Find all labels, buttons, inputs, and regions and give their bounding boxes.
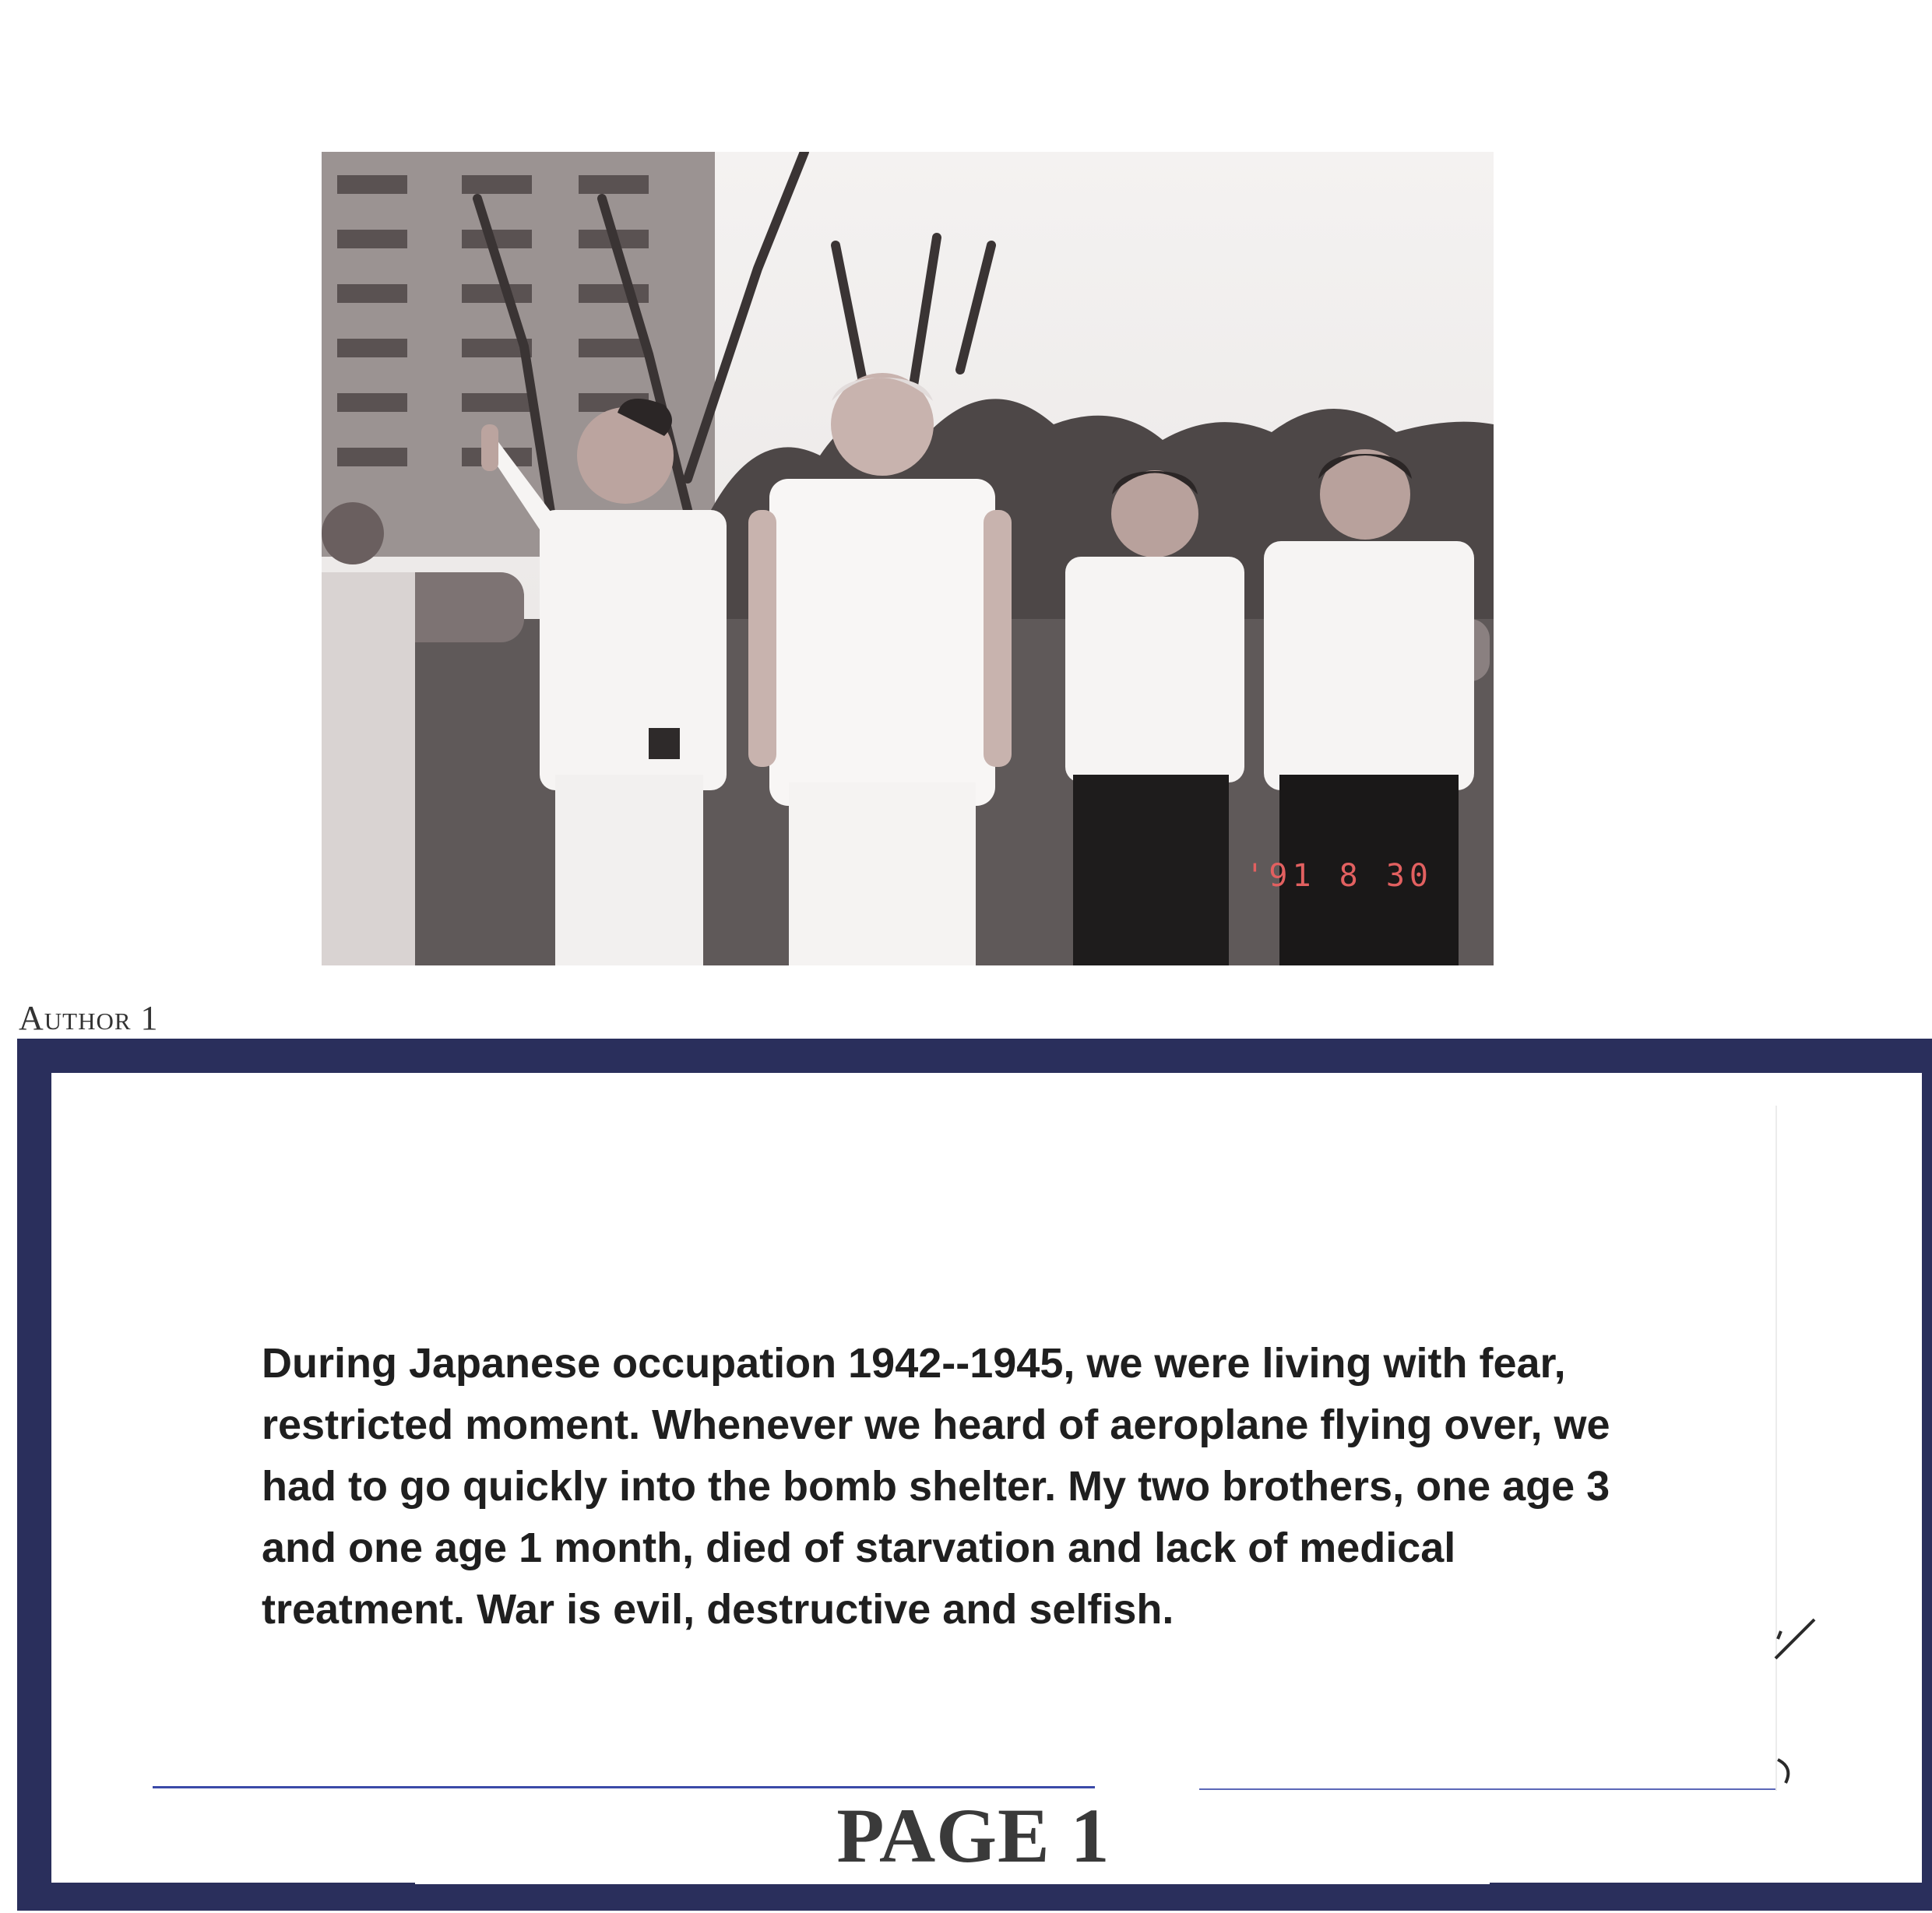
photo-scene-illustration [322,152,1494,965]
pen-curl-icon [1774,1756,1797,1787]
divider-line-left [153,1786,1095,1788]
pen-mark-icon [1772,1616,1818,1662]
divider-line-right [1199,1788,1775,1790]
author-quote: During Japanese occupation 1942--1945, we were living with fear, restricted moment. Whenever we heard of aeroplane flying over, we had to go quickly into the bomb shelter. My two brothers, one age 3 and one age 1 month, died of starvation and lack of medical treatment. War is evil, destructive and selfish. [262,1340,1610,1633]
author-label: Author 1 [19,999,159,1037]
photo-date-stamp: '91 8 30 [1245,858,1433,894]
page-number: PAGE 1 [836,1792,1110,1879]
group-walking-photo [322,152,1494,965]
